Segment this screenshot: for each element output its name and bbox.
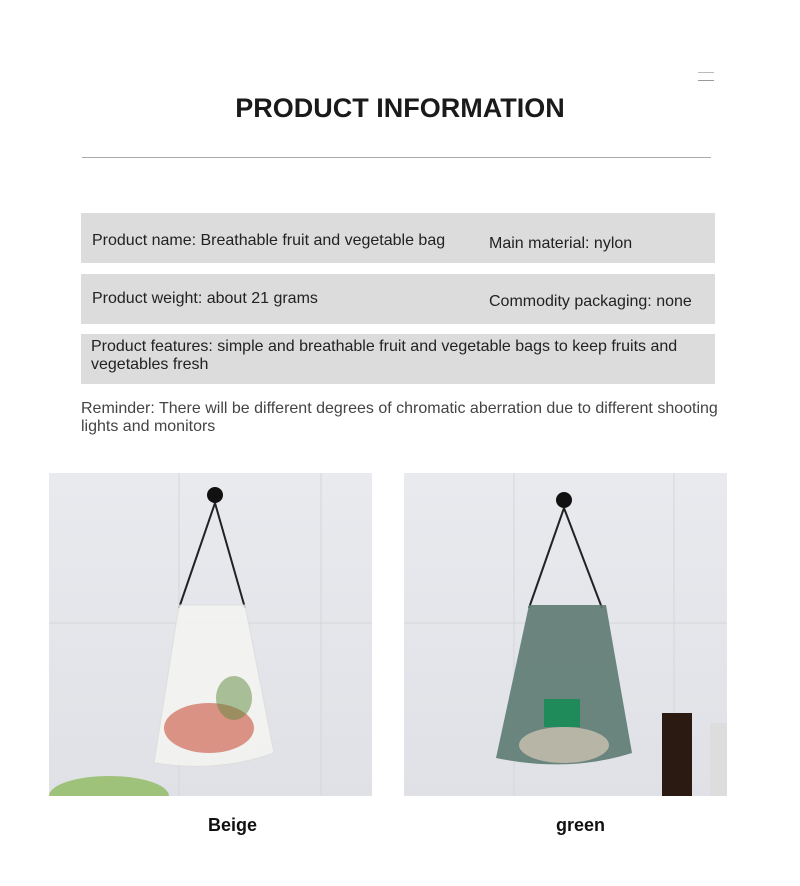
reminder-text: Reminder: There will be different degrees of chromatic aberration due to different shooting lights and monitors: [81, 400, 718, 435]
info-row-features: [81, 334, 715, 384]
info-row-name: [81, 213, 715, 263]
variant-label-beige: Beige: [208, 815, 258, 835]
commodity-packaging: Commodity packaging: none: [489, 293, 692, 310]
variant-label-green: green: [556, 815, 606, 835]
main-material: Main material: nylon: [489, 235, 633, 252]
menu-icon[interactable]: [698, 70, 714, 82]
beige-bag-photo: [49, 473, 372, 796]
product-features: Product features: simple and breathable fruit and vegetable bags to keep fruits and vegetables fresh: [91, 338, 678, 373]
info-row-weight: [81, 274, 715, 324]
product-weight: Product weight: about 21 grams: [92, 290, 318, 307]
product-name: Product name: Breathable fruit and vegetable bag: [92, 232, 446, 249]
page-title: PRODUCT INFORMATION: [235, 93, 565, 123]
divider: [82, 157, 711, 158]
green-bag-photo: [404, 473, 727, 796]
